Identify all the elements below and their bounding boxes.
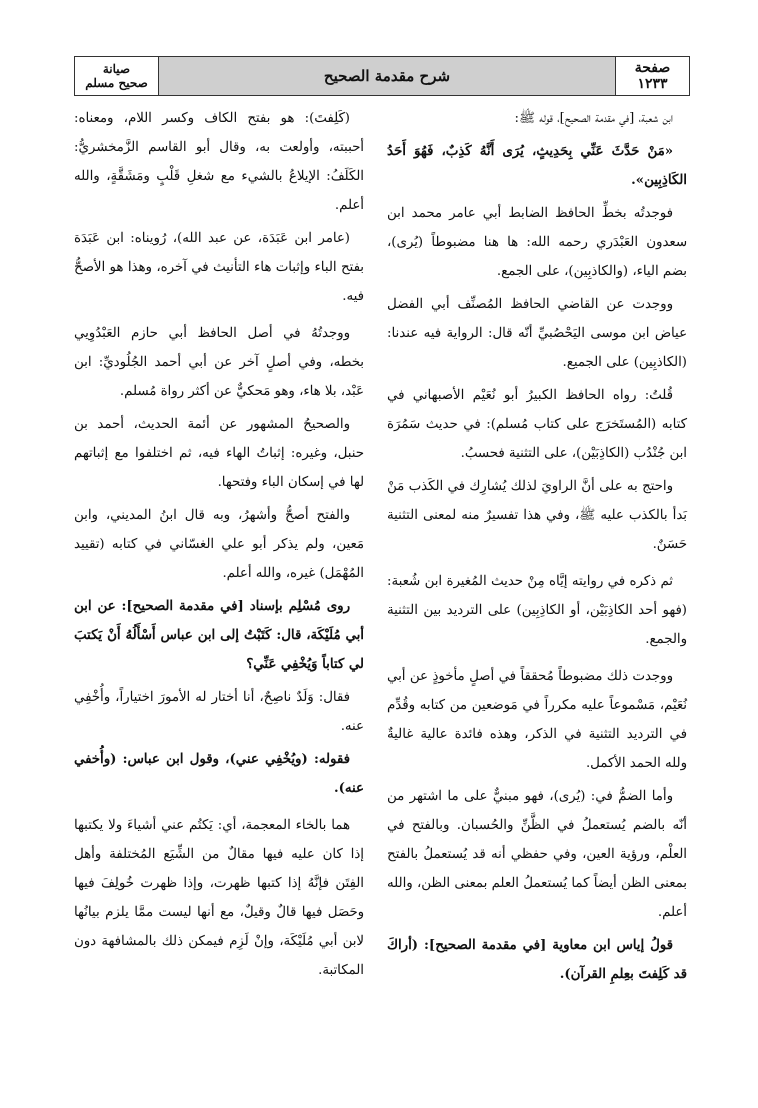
paragraph: هما بالخاء المعجمة، أي: يَكتُم عني أشياءَ ولا يكتبها إذا كان عليه فيها مقالٌ من الشِّيَع المُختلفة وأهل الفِتَن فإنَّهُ إذا كتبها ظهرت، وإذا ظهرت خُولِفَ فيها وحَصَل فيها قالٌ وقيلٌ، مع أنها ليست ممَّا يلزم بيانُها لابن أبي مُلَيْكَة، وإنْ لَزِم فيمكن ذلك بالمشافهة دون المكاتبة.	[74, 818, 364, 978]
paragraph: قولُ إياس ابن معاوية [في مقدمة الصحيح]: (أراكَ قد كَلِفتَ بعِلمِ القرآن).	[387, 938, 687, 982]
book-title-box	[75, 57, 159, 95]
page-number: ١٢٣٣	[637, 76, 668, 92]
page-number-box	[615, 57, 689, 95]
paragraph: (كَلِفتَ): هو بفتح الكاف وكسر اللام، ومعناه: أحببته، وأولعت به، وقال أبو القاسم الزَّمخشريُّ: الكَلَفُ: الإيلاعُ بالشيء مع شغلِ قَلْبٍ ومَشَقَّةٍ، والله أعلم.	[74, 111, 364, 213]
left-text-column	[74, 104, 364, 989]
paragraph: والفتح أصحُّ وأشهرُ، وبه قال ابنُ المديني، وابن مَعين، ولم يذكر أبو علي الغسّاني في كتابه (تقييد المُهْمَل) غيره، والله أعلم.	[74, 508, 364, 581]
paragraph: فوجدتُه بخطِّ الحافظ الضابط أبي عامر محمد ابن سعدون العَبْدَري رحمه الله: ها هنا مضبوطاً (يُرى)، بضم الياء، (والكاذبِين)، على الجمع.	[387, 206, 687, 279]
chapter-title: شرح مقدمة الصحيح	[323, 67, 451, 85]
paragraph: واحتج به على أنَّ الراويَ لذلك يُشارِك في الكَذب مَنْ بَدأ بالكذب عليه ﷺ، وفي هذا تفسيرٌ منه لمعنى التثنية حَسَنٌ.	[387, 479, 687, 552]
paragraph: وأما الضمُّ في: (يُرى)، فهو مبنيٌّ على ما اشتهر من أنّه بالضم يُستعملُ في الظَّنِّ والحُسبان. وبالفتح في العلْم، ورؤية العين، وفي حفظي أنه قد يُستعملُ بالفتح بمعنى الظن أيضاً كما يُستعملُ العلم بمعنى الظن، والله أعلم.	[387, 789, 687, 920]
paragraph: ابن شعبة، [في مقدمة الصحيح]، قوله ﷺ:	[514, 111, 673, 126]
book-title-line2: صحيح مسلم	[85, 76, 148, 90]
paragraph: ووجدتُهُ في أصل الحافظ أبي حازم العَبْدُوِيي بخطه، وفي أصلٍ آخر عن أبي أحمد الجُلُوديِّ: ابن عَبْد، بلا هاء، وهو مَحكيٌّ عن أكثر رواة مُسلم.	[74, 326, 364, 399]
book-title-line1: صيانة	[102, 62, 131, 76]
page-label: صفحة	[634, 60, 671, 76]
paragraph: قُلتُ: رواه الحافظ الكبيرُ أبو نُعَيْم الأصبهاني في كتابه (المُستَخرَج على كتاب مُسلم): في حديث سَمُرَة ابن جُنْدُب (الكاذِبَيْن)، على التثنية فحسبُ.	[387, 388, 687, 461]
paragraph: (عامر ابن عَبَدَة، عن عبد الله)، رُويناه: ابن عَبَدَة بفتح الباء وإثبات هاء التأنيث في آخره، وهذا هو الأصحُّ فيه.	[74, 231, 364, 304]
paragraph: ووجدت عن القاضي الحافظ المُصنِّف أبي الفضل عياض ابن موسى اليَحْصُبيِّ أنّه قال: الرواية فيه عندنا: (الكاذبِين) على الجميع.	[387, 297, 687, 370]
paragraph: ووجدت ذلك مضبوطاً مُحققاً في أصلٍ مأخوذٍ عن أبي نُعَيْم، مَسْموعاً عليه مكرراً في مَوضعين من كتابه وقُدِّم في الترديد التثنية في الذكر، وهذه فائدة عالية غاليةٌ ولله الحمد الأكمل.	[387, 669, 687, 771]
chapter-title-box	[159, 57, 615, 95]
paragraph: فقال: وَلَدٌ ناصِحٌ، أنا أختار له الأمورَ اختياراً، وأُخْفِي عنه.	[74, 690, 364, 734]
right-text-column	[387, 104, 687, 993]
paragraph: ثم ذكره في روايته إيَّاه مِنْ حديث المُغيرة ابن شُعبة: (فهو أحد الكاذِبَيْن، أو الكاذِبِين) على الترديد بين التثنية والجمع.	[387, 574, 687, 647]
paragraph: روى مُسْلِم بإسناد [في مقدمة الصحيح]: عن ابن أبي مُلَيْكَة، قال: كَتَبْتُ إلى ابن عباس أَسْأَلُهُ أَنْ يَكتبَ لي كتاباً وَيُخْفِي عَنِّي؟	[74, 599, 364, 672]
page-header	[74, 56, 690, 96]
paragraph: «مَنْ حَدَّثَ عَنِّي بِحَدِيثٍ، يُرَى أَنَّهُ كَذِبٌ، فَهُوَ أَحَدُ الكَاذِبِين».	[387, 144, 687, 188]
paragraph: والصحيحُ المشهور عن أئمة الحديث، أحمد بن حنبل، وغيره: إثباتُ الهاء فيه، ثم اختلفوا مع إثباتهم لها في إسكان الباء وفتحها.	[74, 417, 364, 490]
paragraph: فقوله: (ويُخْفِي عني)، وقول ابن عباس: (وأُخفي عنه).	[74, 752, 364, 796]
